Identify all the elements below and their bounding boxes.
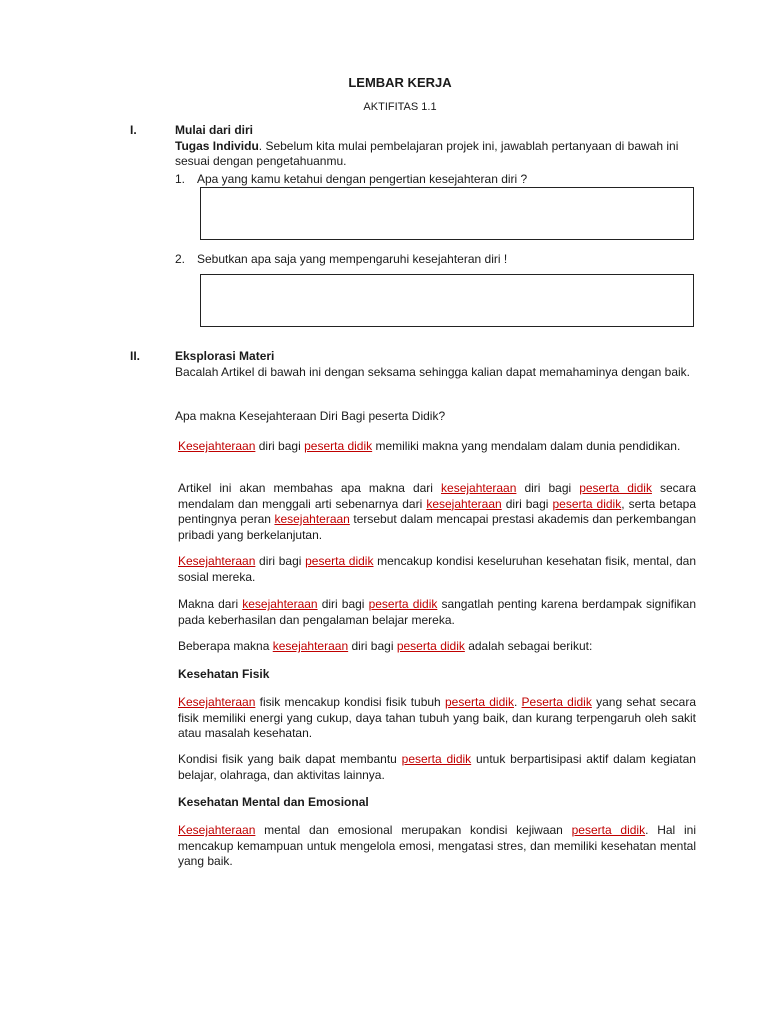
term-link[interactable]: Kesejahteraan [178,439,256,453]
heading-kesehatan-mental: Kesehatan Mental dan Emosional [178,795,369,809]
text-run: secara mendalam dan menggali arti sebenarnya dari [178,481,697,511]
task-label: Tugas Individu [175,138,259,153]
text-run: tersebut dalam mencapai prestasi akademis dan perkembangan pribadi yang berkelanjutan. [178,512,696,542]
text-run: diri bagi [501,496,553,511]
term-link[interactable]: peserta didik [571,823,646,837]
text-run: diri bagi [348,639,397,653]
term-link[interactable]: peserta didik [552,496,622,511]
term-link[interactable]: peserta didik [579,481,652,495]
term-link[interactable]: peserta didik [368,597,438,611]
text-run: yang sehat secara fisik memiliki energi yang cukup, daya tahan tubuh yang baik, dan kurang terpengaruh oleh sakit atau masalah kesehatan. [178,695,696,740]
activity-subtitle: AKTIFITAS 1.1 [363,101,437,113]
text-run: diri bagi [317,597,369,611]
text-run: . Hal ini mencakup kemampuan untuk mengelola emosi, mengatasi stres, dan memiliki kesehatan mental yang baik. [178,823,697,868]
text-run: fisik mencakup kondisi fisik tubuh [255,695,445,709]
article-paragraph-8 [178,823,696,870]
task-text: . Sebelum kita mulai pembelajaran projek ini, jawablah pertanyaan di bawah ini sesuai dengan pengetahuanmu. [175,138,679,168]
term-link[interactable]: Kesejahteraan [178,695,256,709]
section-1-heading: Mulai dari diri [175,123,254,137]
term-link[interactable]: kesejahteraan [441,481,517,495]
text-run: diri bagi [255,439,305,453]
section-1-numeral: I. [130,123,137,137]
term-link[interactable]: kesejahteraan [274,512,350,526]
term-link[interactable]: kesejahteraan [242,597,318,611]
term-link[interactable]: Peserta didik [521,695,592,709]
question-1-number: 1. [175,172,186,186]
section-2-heading: Eksplorasi Materi [175,349,275,363]
text-run: Kondisi fisik yang baik dapat membantu [178,752,402,766]
section-2-numeral: II. [130,349,141,363]
text-run: diri bagi [516,481,580,495]
article-paragraph-4 [178,597,696,628]
term-link[interactable]: peserta didik [396,639,465,653]
page-title: LEMBAR KERJA [348,75,452,90]
text-run: Makna dari [178,597,243,611]
text-run: adalah sebagai berikut: [464,639,593,653]
term-link[interactable]: kesejahteraan [272,639,349,653]
answer-box-1[interactable] [200,187,694,240]
term-link[interactable]: peserta didik [444,695,514,709]
text-run: , serta betapa pentingnya peran [178,496,696,526]
term-link[interactable]: kesejahteraan [426,496,502,511]
question-1-text: Apa yang kamu ketahui dengan pengertian kesejahteran diri ? [197,172,528,186]
text-run: Artikel ini akan membahas apa makna dari [178,481,442,495]
term-link[interactable]: peserta didik [304,439,373,453]
term-link[interactable]: Kesejahteraan [178,554,256,568]
question-2 [175,252,695,268]
text-run: sangatlah penting karena berdampak signifikan pada keberhasilan dan pengalaman belajar mereka. [178,597,696,627]
section-1 [175,123,697,170]
term-link[interactable]: peserta didik [401,752,472,766]
article-paragraph-6 [178,695,696,742]
section-1-task [175,139,697,170]
text-run: memiliki makna yang mendalam dalam dunia pendidikan. [372,439,681,453]
heading-kesehatan-fisik: Kesehatan Fisik [178,667,270,681]
text-run: . [513,695,522,709]
article-paragraph-5 [178,639,696,655]
answer-box-2[interactable] [200,274,694,327]
article-paragraph-1 [178,439,696,455]
question-2-text: Sebutkan apa saja yang mempengaruhi kesejahteran diri ! [197,252,508,266]
article-paragraph-2 [178,481,696,543]
article-paragraph-7 [178,752,696,783]
text-run: Beberapa makna [178,639,273,653]
term-link[interactable]: Kesejahteraan [178,823,256,837]
article-question: Apa makna Kesejahteraan Diri Bagi peserta Didik? [175,409,446,423]
text-run: diri bagi [255,554,306,568]
section-2 [175,349,697,380]
text-run: mental dan emosional merupakan kondisi kejiwaan [255,823,572,837]
term-link[interactable]: peserta didik [305,554,374,568]
question-1 [175,172,695,188]
article-paragraph-3 [178,554,696,585]
text-run: untuk berpartisipasi aktif dalam kegiatan belajar, olahraga, dan aktivitas lainnya. [178,752,696,782]
section-2-intro: Bacalah Artikel di bawah ini dengan seksama sehingga kalian dapat memahaminya dengan baik. [175,364,690,379]
text-run: mencakup kondisi keseluruhan kesehatan fisik, mental, dan sosial mereka. [178,554,696,584]
question-2-number: 2. [175,252,186,266]
